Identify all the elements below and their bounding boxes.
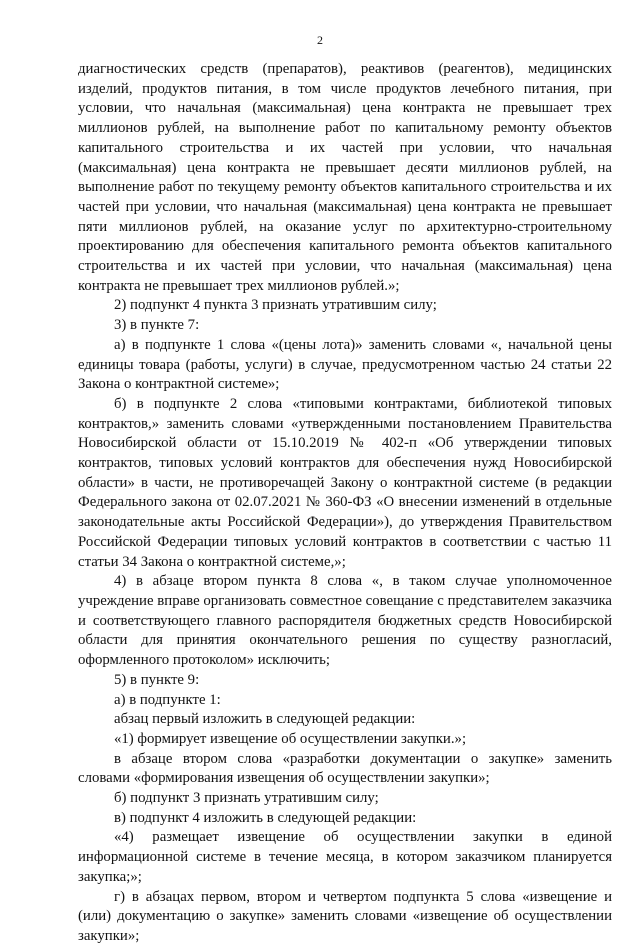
paragraph-item-3a: а) в подпункте 1 слова «(цены лота)» заменить словами «, начальной цены единицы товара (работы, услуги) в случае, предусмотренном частью 24 статьи 22 Закона о контрактной системе»;	[78, 336, 612, 393]
paragraph-item-3b: б) в подпункте 2 слова «типовыми контрактами, библиотекой типовых контрактов,» заменить словами «утвержденными постановлением Правительства Новосибирской области от 15.10.2019 № 402-п «Об утверждении типовых контрактов, типовых условий контрактов для обеспечения нужд Новосибирской области» в части, не противоречащей Закону о контрактной системе (в редакции Федерального закона от 02.07.2021 № 360-ФЗ «О внесении изменений в отдельные законодательные акты Российской Федерации»), до утверждения Правительством Российской Федерации типовых условий контрактов в соответствии с частью 11 статьи 34 Закона о контрактной системе,»;	[78, 395, 612, 570]
paragraph-item-2: 2) подпункт 4 пункта 3 признать утратившим силу;	[114, 297, 437, 314]
paragraph-item-5a: а) в подпункте 1:	[114, 691, 221, 708]
paragraph-quote-1: «1) формирует извещение об осуществлении закупки.»;	[114, 730, 467, 747]
paragraph-item-3: 3) в пункте 7:	[114, 317, 200, 334]
paragraph-item-4: 4) в абзаце втором пункта 8 слова «, в таком случае уполномоченное учреждение вправе организовать совместное совещание с представителем заказчика и соответствующего главного распорядителя бюджетных средств Новосибирской области для принятия окончательного решения по существу разногласий, оформленного протоколом» исключить;	[78, 573, 612, 669]
paragraph-item-5g: г) в абзацах первом, втором и четвертом подпункта 5 слова «извещение и (или) документацию о закупке» заменить словами «извещение об осуществлении закупки»;	[78, 888, 612, 944]
paragraph-quote-4: «4) размещает извещение об осуществлении закупки в единой информационной системе в течение месяца, в котором заказчиком планируется закупка;»;	[78, 829, 612, 885]
paragraph-abzac-first: абзац первый изложить в следующей редакции:	[114, 711, 416, 728]
paragraph-item-5v: в) подпункт 4 изложить в следующей редакции:	[114, 809, 417, 826]
paragraph-abzac-second: в абзаце втором слова «разработки документации о закупке» заменить словами «формирования извещения об осуществлении закупки»;	[78, 750, 612, 787]
paragraph-continuation: диагностических средств (препаратов), реактивов (реагентов), медицинских изделий, продуктов питания, в том числе продуктов лечебного питания, при условии, что начальная (максимальная) цена контракта не превышает трех миллионов рублей, на выполнение работ по капитальному ремонту объектов капитального строительства и их частей при условии, что начальная (максимальная) цена контракта не превышает десяти миллионов рублей, на выполнение работ по текущему ремонту объектов капитального строительства и их частей при условии, что начальная (максимальная) цена контракта не превышает пяти миллионов рублей, на оказание услуг по архитектурно-строительному проектированию для обеспечения капитального ремонта объектов капитального строительства и их частей при условии, что начальная (максимальная) цена контракта не превышает трех миллионов рублей.»;	[78, 61, 612, 294]
page-number: 2	[317, 33, 323, 47]
document-body	[78, 60, 612, 947]
paragraph-item-5b: б) подпункт 3 признать утратившим силу;	[114, 790, 379, 807]
paragraph-item-5: 5) в пункте 9:	[114, 671, 200, 688]
